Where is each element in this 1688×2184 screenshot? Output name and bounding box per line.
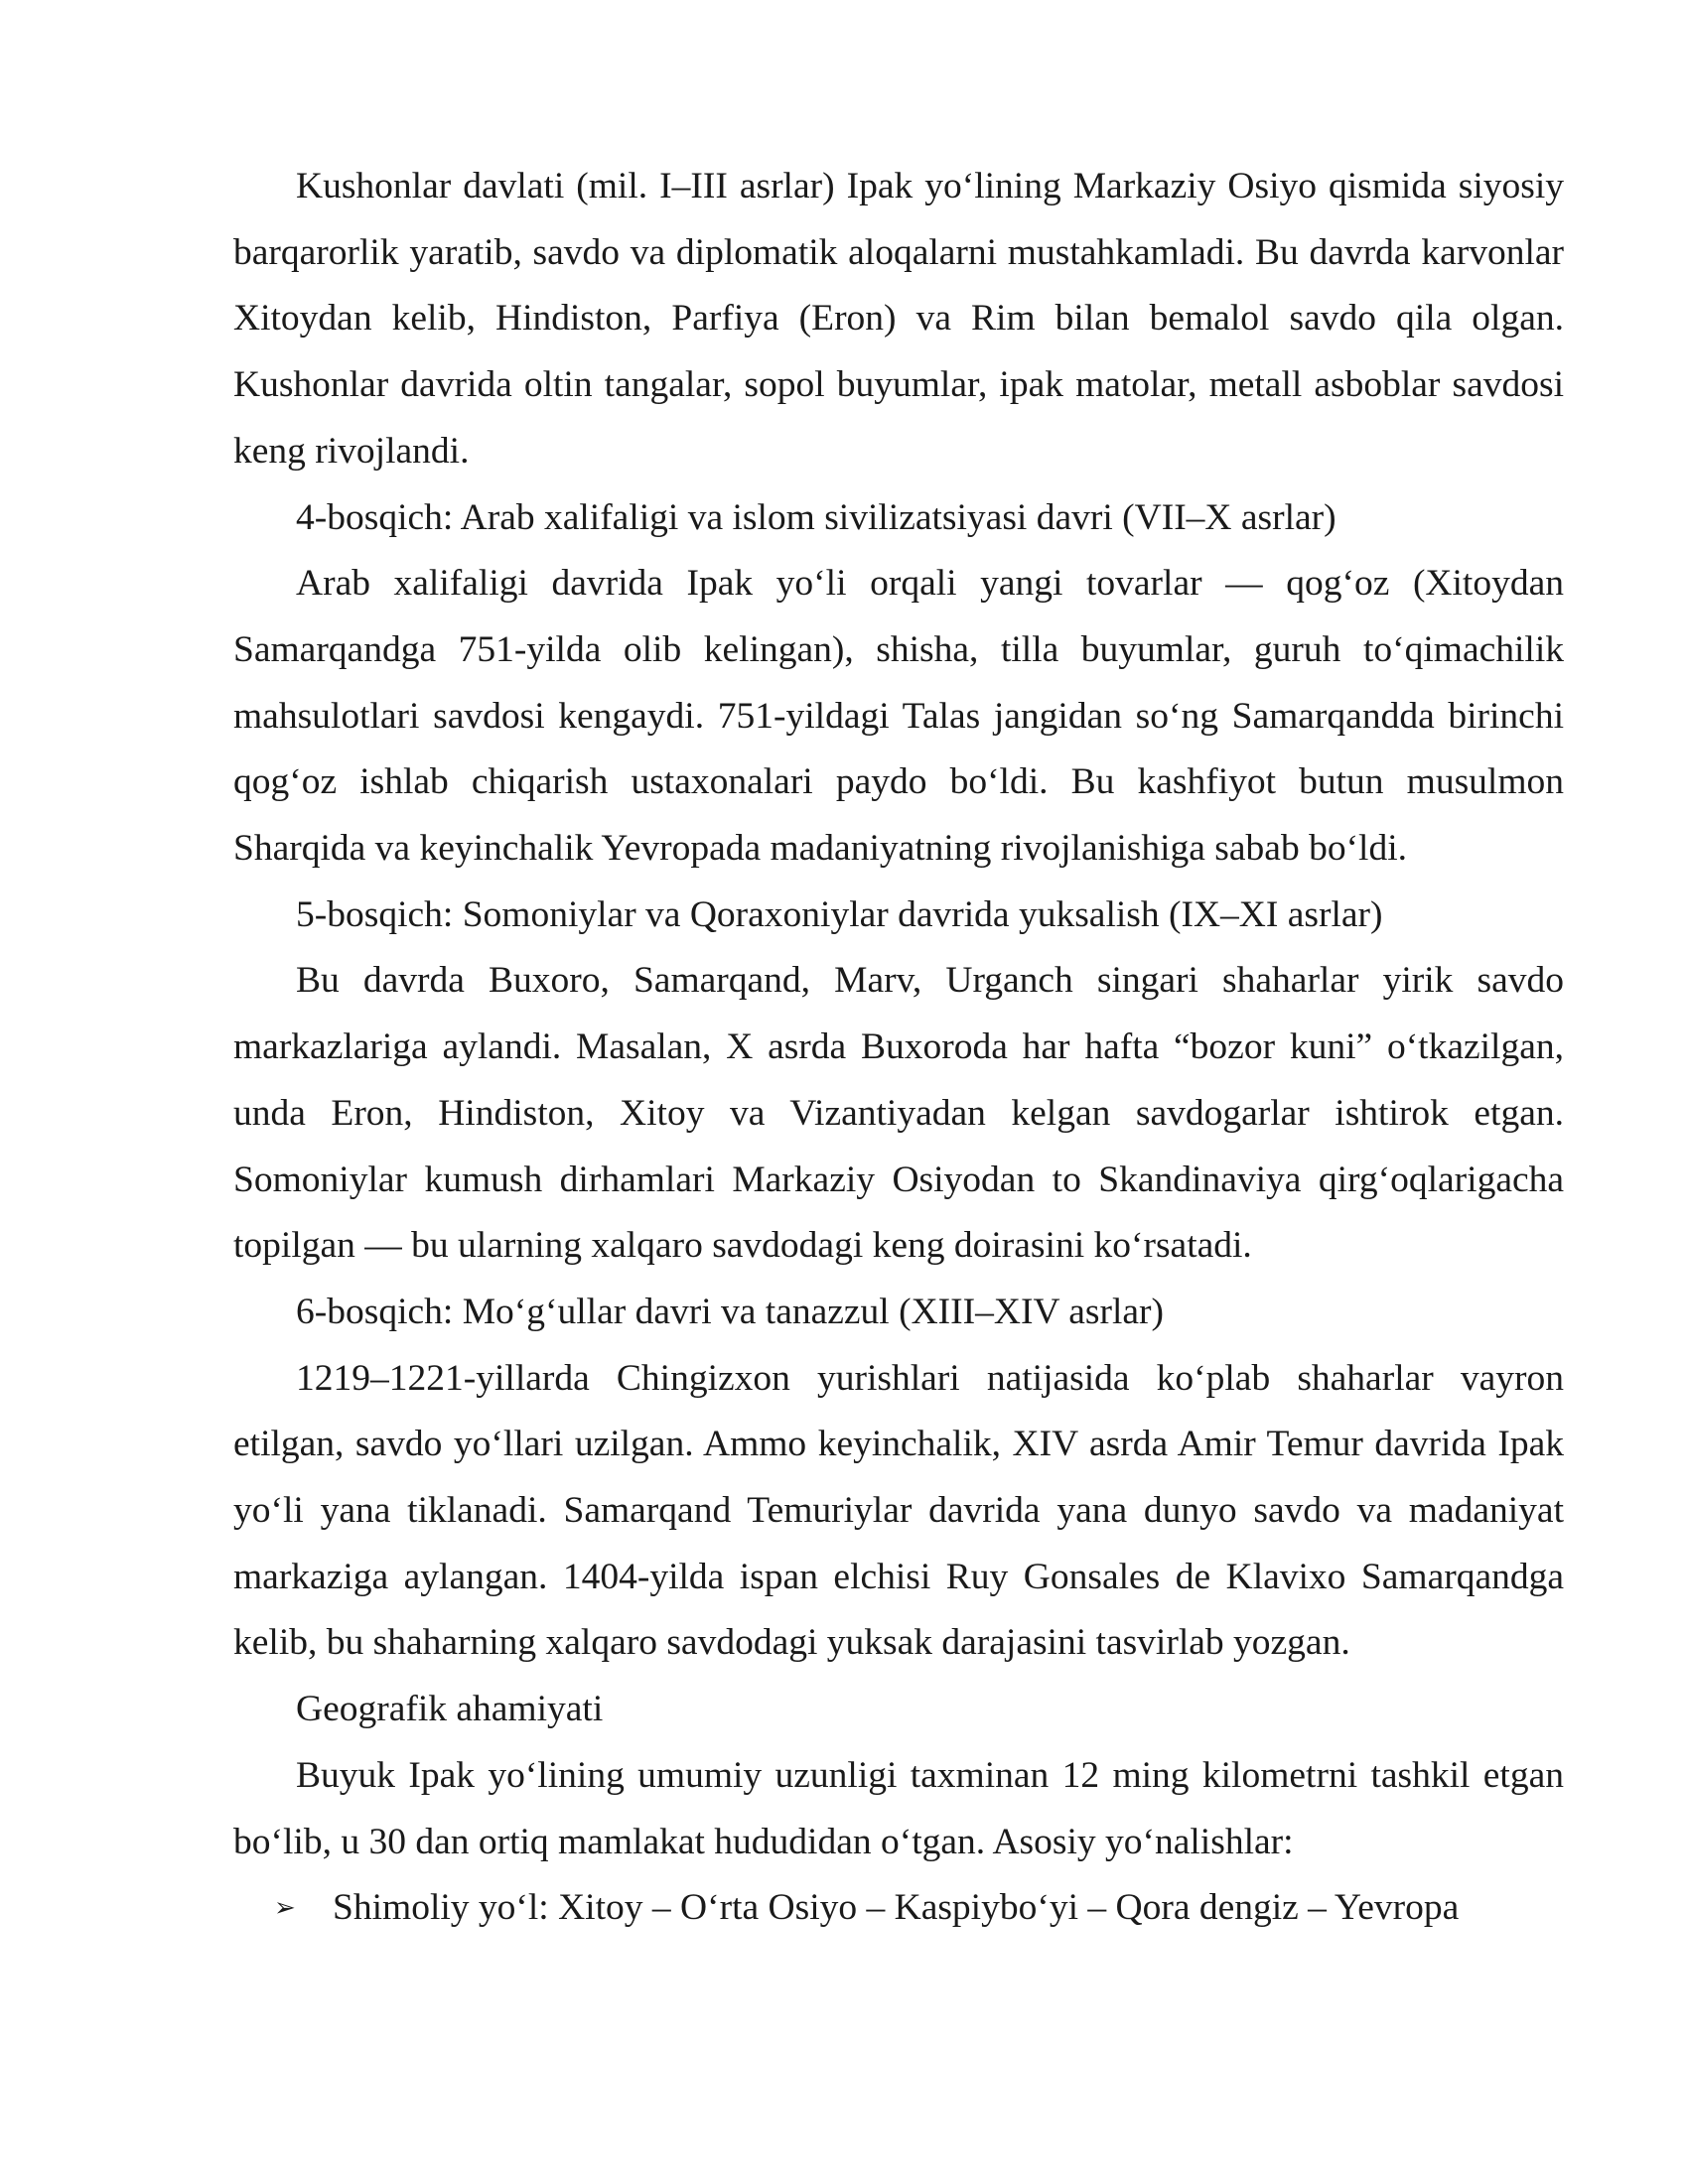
list-item-text: Shimoliy yo‘l: Xitoy – O‘rta Osiyo – Kaspiybo‘yi – Qora dengiz – Yevropa: [333, 1887, 1460, 1929]
heading-stage-4: 4-bosqich: Arab xalifaligi va islom sivilizatsiyasi davri (VII–X asrlar): [296, 496, 1336, 538]
paragraph-route-length: Buyuk Ipak yo‘lining umumiy uzunligi taxminan 12 ming kilometrni tashkil etgan bo‘lib, u 30 dan ortiq mamlakat hududidan o‘tgan. Asosiy yo‘nalishlar:: [233, 1754, 1564, 1862]
paragraph-arab-caliphate: Arab xalifaligi davrida Ipak yo‘li orqali yangi tovarlar — qog‘oz (Xitoydan Samarqandga 751-yilda olib kelingan), shisha, tilla buyumlar, guruh to‘qimachilik mahsulotlari savdosi kengaydi. 751-yildagi Talas jangidan so‘ng Samarqandda birinchi qog‘oz ishlab chiqarish ustaxonalari paydo bo‘ldi. Bu kashfiyot butun musulmon Sharqida va keyinchalik Yevropada madaniyatning rivojlanishiga sabab bo‘ldi.: [233, 563, 1564, 870]
list-item: [233, 1875, 1564, 1942]
heading-stage-6: 6-bosqich: Mo‘g‘ullar davri va tanazzul (XIII–XIV asrlar): [296, 1291, 1164, 1332]
heading-geography: Geografik ahamiyati: [296, 1689, 604, 1730]
heading-stage-5: 5-bosqich: Somoniylar va Qoraxoniylar davrida yuksalish (IX–XI asrlar): [296, 893, 1383, 935]
paragraph-samanids: Bu davrda Buxoro, Samarqand, Marv, Urganch singari shaharlar yirik savdo markazlariga aylandi. Masalan, X asrda Buxoroda har hafta “bozor kuni” o‘tkazilgan, unda Eron, Hindiston, Xitoy va Vizantiyadan kelgan savdogarlar ishtirok etgan. Somoniylar kumush dirhamlari Markaziy Osiyodan to Skandinaviya qirg‘oqlarigacha topilgan — bu ularning xalqaro savdodagi keng doirasini ko‘rsatadi.: [233, 960, 1564, 1267]
route-list: [233, 1875, 1564, 1942]
document-page: [233, 154, 1564, 1942]
arrowhead-bullet-icon: ➢: [274, 1893, 296, 1924]
paragraph-mongols: 1219–1221-yillarda Chingizxon yurishlari natijasida ko‘plab shaharlar vayron etilgan, savdo yo‘llari uzilgan. Ammo keyinchalik, XIV asrda Amir Temur davrida Ipak yo‘li yana tiklanadi. Samarqand Temuriylar davrida yana dunyo savdo va madaniyat markaziga aylangan. 1404-yilda ispan elchisi Ruy Gonsales de Klavixo Samarqandga kelib, bu shaharning xalqaro savdodagi yuksak darajasini tasvirlab yozgan.: [233, 1357, 1564, 1664]
paragraph-kushon-state: Kushonlar davlati (mil. I–III asrlar) Ipak yo‘lining Markaziy Osiyo qismida siyosiy barqarorlik yaratib, savdo va diplomatik aloqalarni mustahkamladi. Bu davrda karvonlar Xitoydan kelib, Hindiston, Parfiya (Eron) va Rim bilan bemalol savdo qila olgan. Kushonlar davrida oltin tangalar, sopol buyumlar, ipak matolar, metall asboblar savdosi keng rivojlandi.: [233, 166, 1564, 472]
